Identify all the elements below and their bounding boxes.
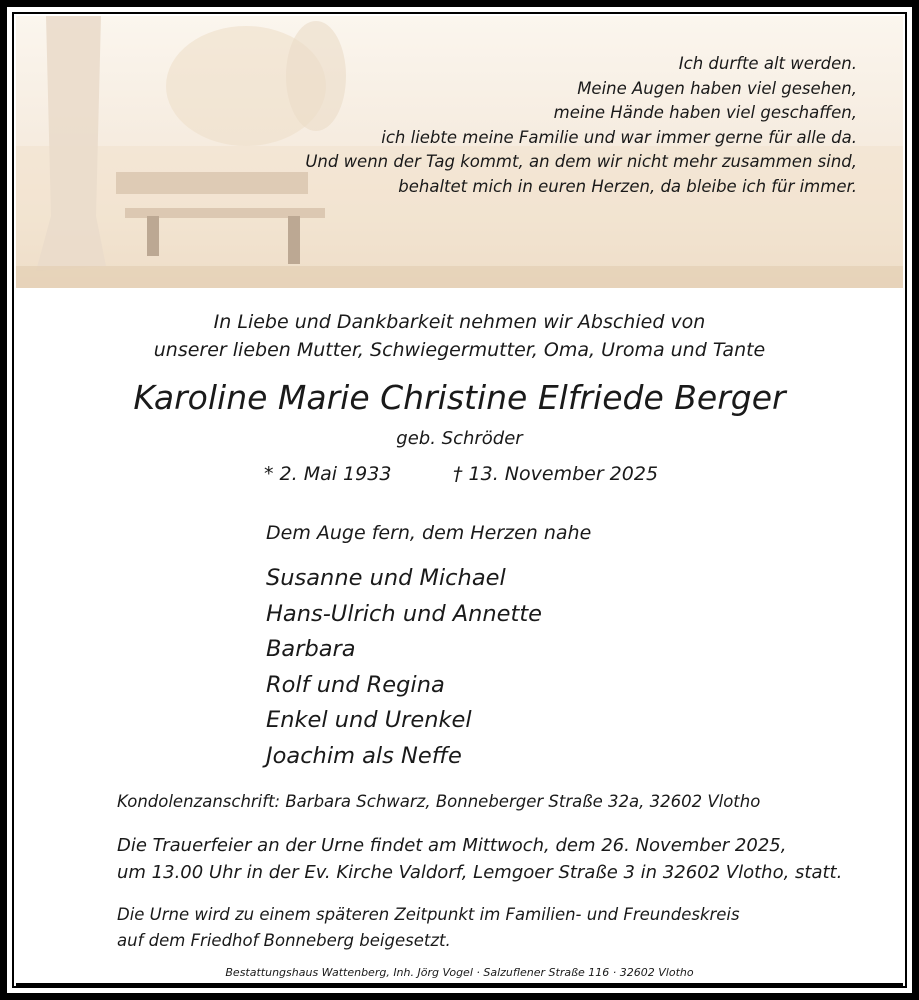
birth-date: * 2. Mai 1933 (264, 463, 392, 485)
mourner: Susanne und Michael (266, 565, 506, 591)
poem-line: meine Hände haben viel geschaffen, (553, 103, 857, 122)
burial-line: auf dem Friedhof Bonneberg beigesetzt. (117, 931, 451, 950)
intro-line: unserer lieben Mutter, Schwiegermutter, Oma, Uroma und Tante (153, 339, 766, 361)
poem (305, 52, 857, 199)
funeral-home-footer: Bestattungshaus Wattenberg, Inh. Jörg Vogel · Salzuflener Straße 116 · 32602 Vlotho (225, 966, 694, 979)
deceased-name: Karoline Marie Christine Elfriede Berger (133, 378, 786, 417)
mourner: Joachim als Neffe (266, 742, 462, 769)
burial-line: Die Urne wird zu einem späteren Zeitpunkt im Familien- und Freundeskreis (117, 905, 740, 924)
footer-divider (16, 983, 903, 986)
poem-line: ich liebte meine Familie und war immer gerne für alle da. (381, 127, 857, 147)
mourner: Hans-Ulrich und Annette (266, 600, 543, 627)
mourner: Barbara (266, 636, 356, 662)
birth-name: geb. Schröder (396, 428, 523, 449)
mourner: Enkel und Urenkel (266, 707, 472, 733)
condolence-address: Kondolenzanschrift: Barbara Schwarz, Bonneberger Straße 32a, 32602 Vlotho (117, 792, 761, 811)
motto: Dem Auge fern, dem Herzen nahe (266, 522, 592, 544)
ceremony-info (117, 832, 842, 886)
intro-text (0, 308, 919, 364)
death-date: † 13. November 2025 (453, 463, 659, 485)
poem-line: Ich durfte alt werden. (678, 54, 857, 73)
intro-line: In Liebe und Dankbarkeit nehmen wir Abschied von (213, 311, 706, 333)
poem-line: Und wenn der Tag kommt, an dem wir nicht mehr zusammen sind, (305, 152, 857, 171)
mourners-list (266, 561, 542, 774)
header-image-park-bench (16, 16, 903, 288)
ceremony-line: um 13.00 Uhr in der Ev. Kirche Valdorf, Lemgoer Straße 3 in 32602 Vlotho, statt. (117, 862, 843, 883)
poem-line: behaltet mich in euren Herzen, da bleibe ich für immer. (398, 176, 857, 196)
burial-info (117, 902, 740, 954)
ceremony-line: Die Trauerfeier an der Urne findet am Mittwoch, dem 26. November 2025, (117, 835, 787, 856)
poem-line: Meine Augen haben viel gesehen, (577, 78, 857, 98)
mourner: Rolf und Regina (266, 671, 445, 698)
